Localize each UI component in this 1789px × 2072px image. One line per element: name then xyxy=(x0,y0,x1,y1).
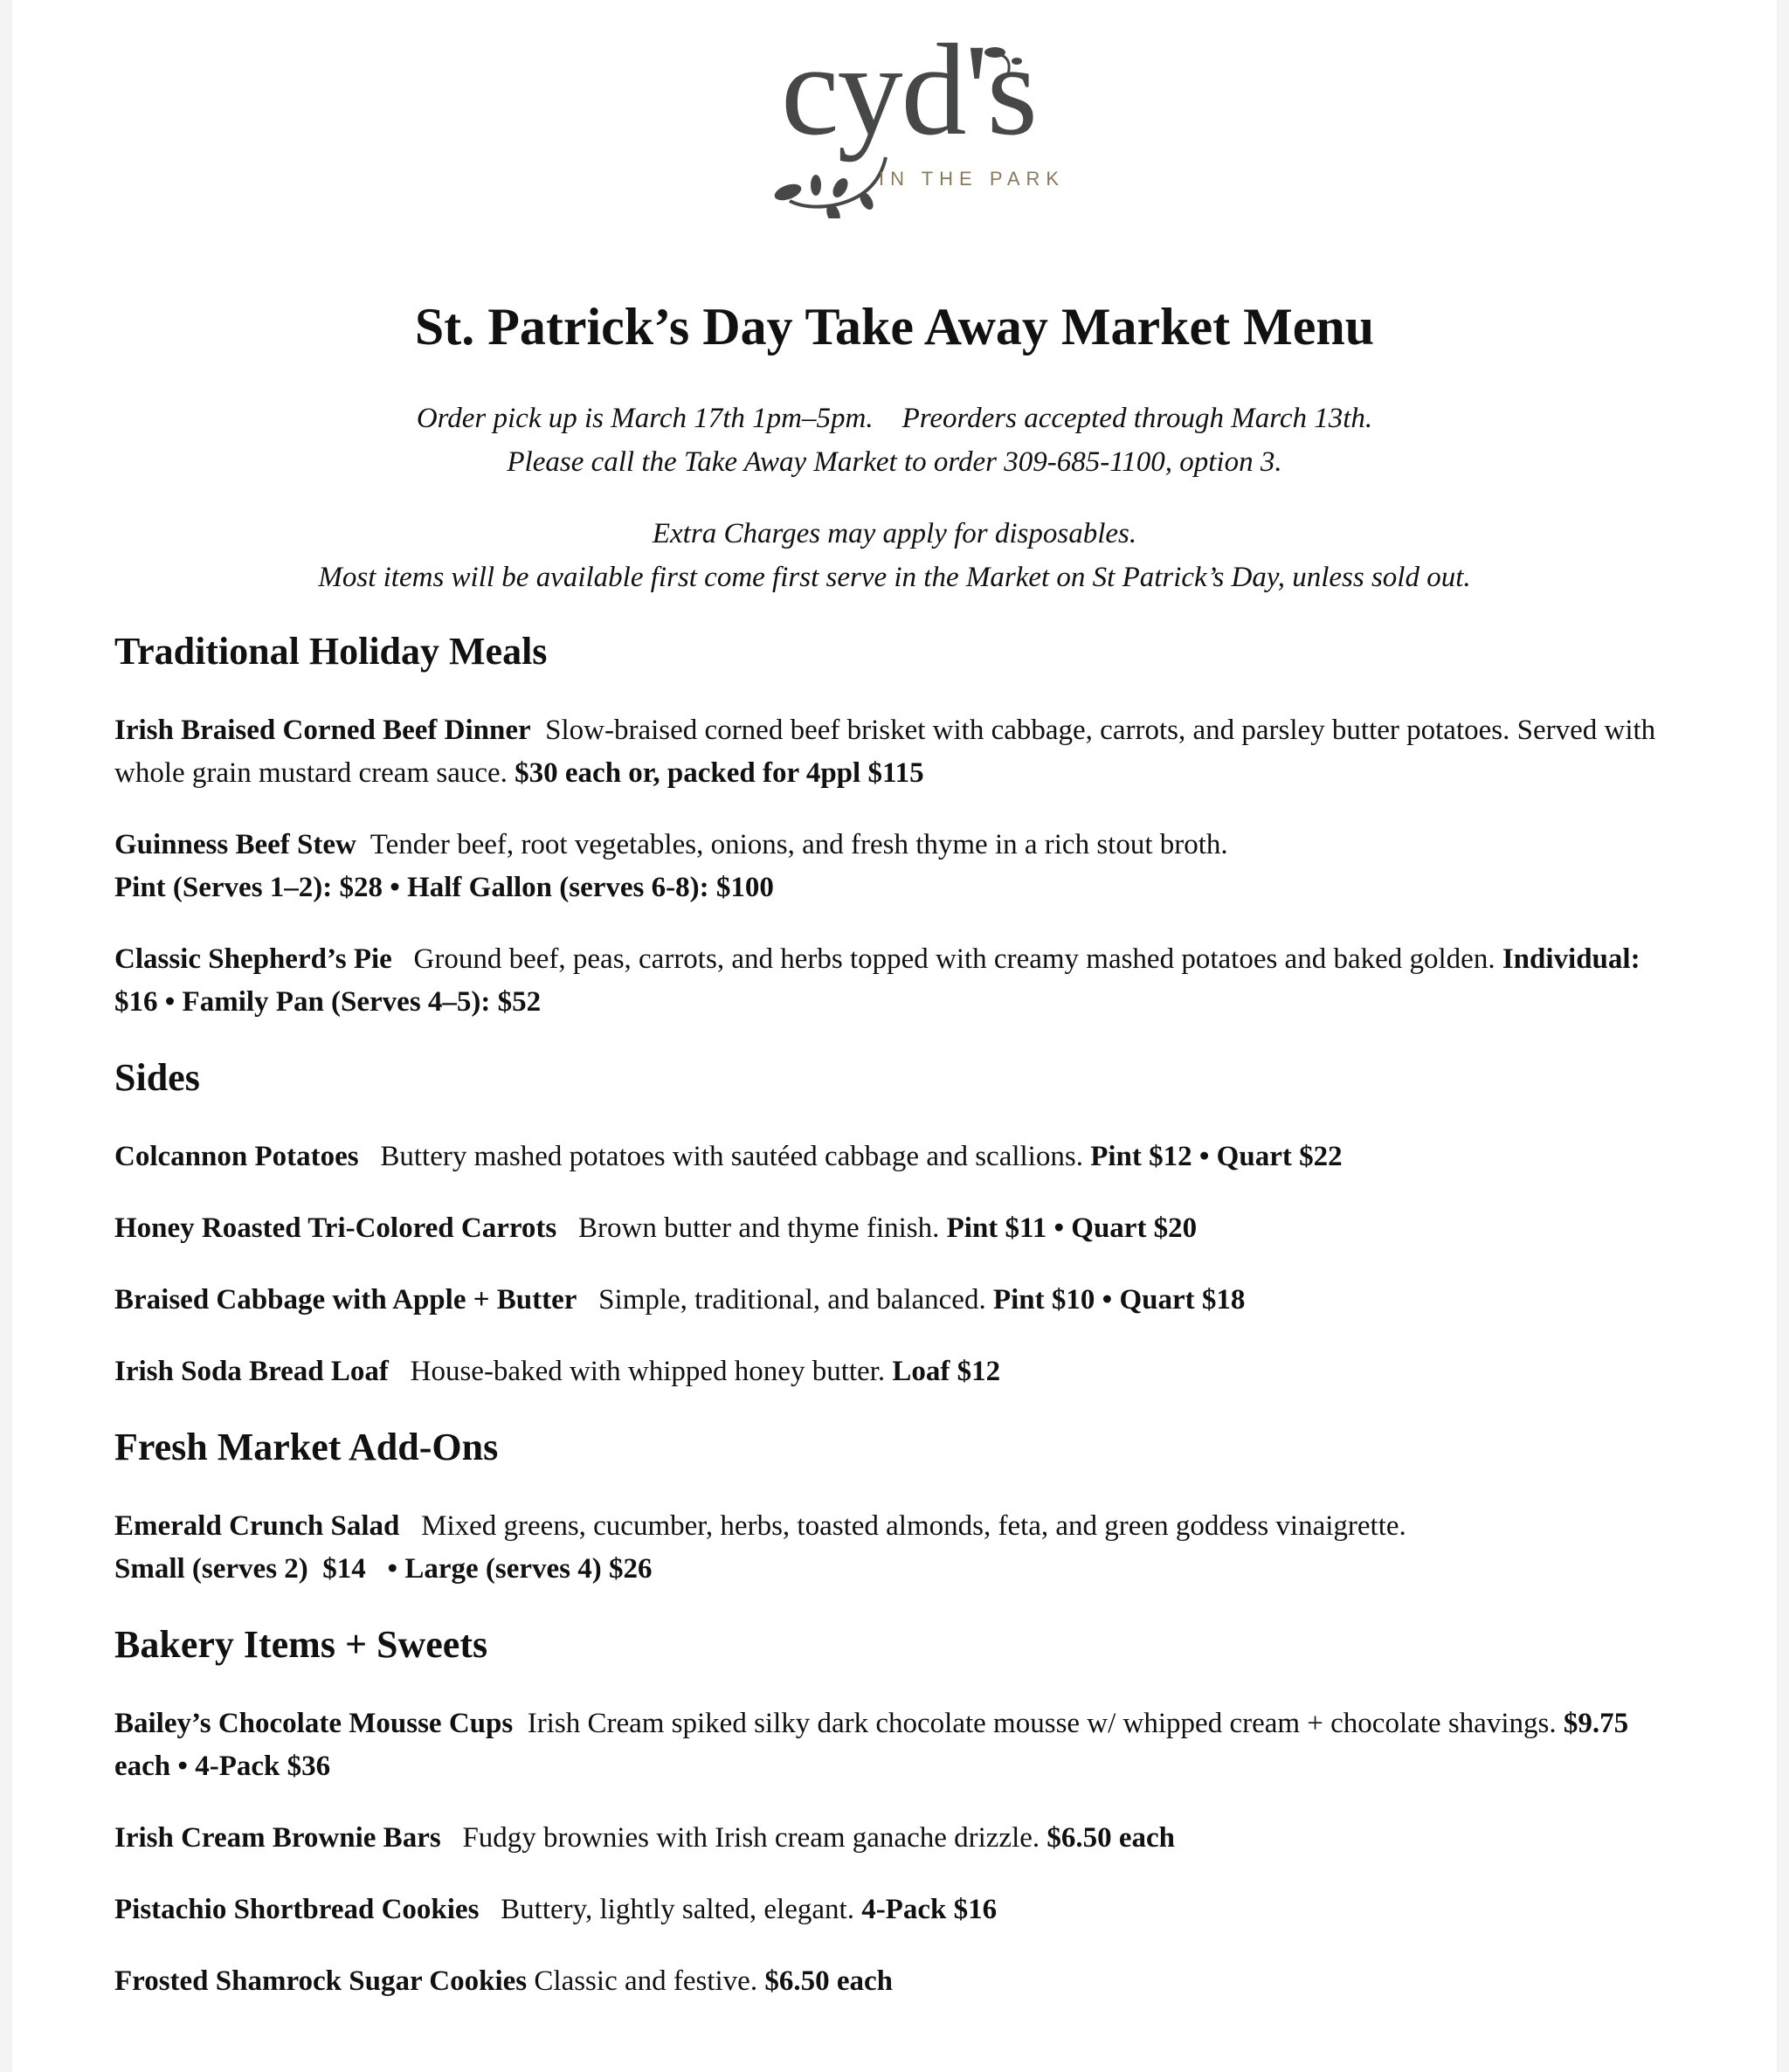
item-desc: Fudgy brownies with Irish cream ganache drizzle. xyxy=(462,1822,1040,1854)
item-desc: House-baked with whipped honey butter. xyxy=(410,1356,886,1387)
menu-page xyxy=(12,0,1777,2072)
menu-item xyxy=(114,1817,1678,1860)
call-note: Please call the Take Away Market to order 309-685-1100, option 3. xyxy=(507,446,1282,478)
charges-note: Extra Charges may apply for disposables. xyxy=(652,518,1137,549)
menu-item xyxy=(114,1960,1678,2003)
item-price: Pint (Serves 1–2): $28 • Half Gallon (serves 6-8): $100 xyxy=(114,872,774,903)
menu-item xyxy=(114,1702,1678,1788)
menu-section xyxy=(114,1620,1678,2003)
menu-item xyxy=(114,1889,1678,1931)
logo-wordmark: cyd's xyxy=(781,17,1036,162)
item-price: Pint $12 • Quart $22 xyxy=(1090,1141,1343,1172)
item-name: Irish Soda Bread Loaf xyxy=(114,1356,389,1387)
item-name: Colcannon Potatoes xyxy=(114,1141,359,1172)
item-desc: Tender beef, root vegetables, onions, and fresh thyme in a rich stout broth. xyxy=(370,829,1228,860)
item-desc: Mixed greens, cucumber, herbs, toasted almonds, feta, and green goddess vinaigrette. xyxy=(421,1510,1406,1542)
item-name: Honey Roasted Tri-Colored Carrots xyxy=(114,1212,557,1244)
item-price: $9.75 each • 4-Pack $36 xyxy=(114,1708,1629,1782)
menu-item xyxy=(114,1279,1678,1322)
item-desc: Slow-braised corned beef brisket with cabbage, carrots, and parsley butter potatoes. Served with whole grain mustard cream sauce. xyxy=(114,715,1656,789)
item-desc: Buttery, lightly salted, elegant. xyxy=(501,1894,854,1925)
menu-item xyxy=(114,938,1678,1024)
item-name: Emerald Crunch Salad xyxy=(114,1510,400,1542)
availability-note: Most items will be available first come first serve in the Market on St Patrick’s Day, unless sold out. xyxy=(318,562,1471,593)
item-price: Loaf $12 xyxy=(892,1356,1001,1387)
pickup-note: Order pick up is March 17th 1pm–5pm. Preorders accepted through March 13th. xyxy=(416,403,1373,434)
item-name: Irish Braised Corned Beef Dinner xyxy=(114,715,531,746)
menu-item xyxy=(114,824,1678,909)
item-desc: Simple, traditional, and balanced. xyxy=(598,1284,986,1316)
menu-item xyxy=(114,709,1678,795)
item-desc: Brown butter and thyme finish. xyxy=(578,1212,940,1244)
item-desc: Irish Cream spiked silky dark chocolate mousse w/ whipped cream + chocolate shavings. xyxy=(527,1708,1557,1739)
item-name: Guinness Beef Stew xyxy=(114,829,356,860)
item-desc: Ground beef, peas, carrots, and herbs topped with creamy mashed potatoes and baked golden. xyxy=(413,943,1495,975)
item-price: Individual: $16 • Family Pan (Serves 4–5): $52 xyxy=(114,943,1640,1018)
item-price: $6.50 each xyxy=(764,1965,893,1997)
menu-section xyxy=(114,627,1678,1024)
menu-item xyxy=(114,1136,1678,1178)
item-price: Pint $10 • Quart $18 xyxy=(992,1284,1246,1316)
menu-section xyxy=(114,1423,1678,1591)
item-price: $6.50 each xyxy=(1046,1822,1176,1854)
item-price: Small (serves 2) $14 • Large (serves 4) $26 xyxy=(114,1553,653,1585)
item-price: Pint $11 • Quart $20 xyxy=(946,1212,1198,1244)
item-name: Braised Cabbage with Apple + Butter xyxy=(114,1284,577,1316)
menu-content xyxy=(12,0,1777,2003)
section-heading: Traditional Holiday Meals xyxy=(114,630,548,673)
item-price: $30 each or, packed for 4ppl $115 xyxy=(515,757,924,789)
section-heading: Bakery Items + Sweets xyxy=(114,1623,488,1666)
section-heading: Fresh Market Add-Ons xyxy=(114,1426,499,1468)
menu-item xyxy=(114,1350,1678,1393)
item-name: Frosted Shamrock Sugar Cookies xyxy=(114,1965,528,1997)
item-desc: Buttery mashed potatoes with sautéed cabbage and scallions. xyxy=(380,1141,1083,1172)
menu-section xyxy=(114,1053,1678,1393)
section-heading: Sides xyxy=(114,1056,200,1099)
menu-item xyxy=(114,1505,1678,1591)
item-name: Bailey’s Chocolate Mousse Cups xyxy=(114,1708,514,1739)
item-name: Irish Cream Brownie Bars xyxy=(114,1822,441,1854)
item-desc: Classic and festive. xyxy=(534,1965,758,1997)
menu-item xyxy=(114,1207,1678,1250)
item-price: 4-Pack $16 xyxy=(861,1894,998,1925)
item-name: Classic Shepherd’s Pie xyxy=(114,943,392,975)
item-name: Pistachio Shortbread Cookies xyxy=(114,1894,480,1925)
logo-subtitle: IN THE PARK xyxy=(879,168,1066,190)
page-title: St. Patrick’s Day Take Away Market Menu xyxy=(414,298,1375,356)
